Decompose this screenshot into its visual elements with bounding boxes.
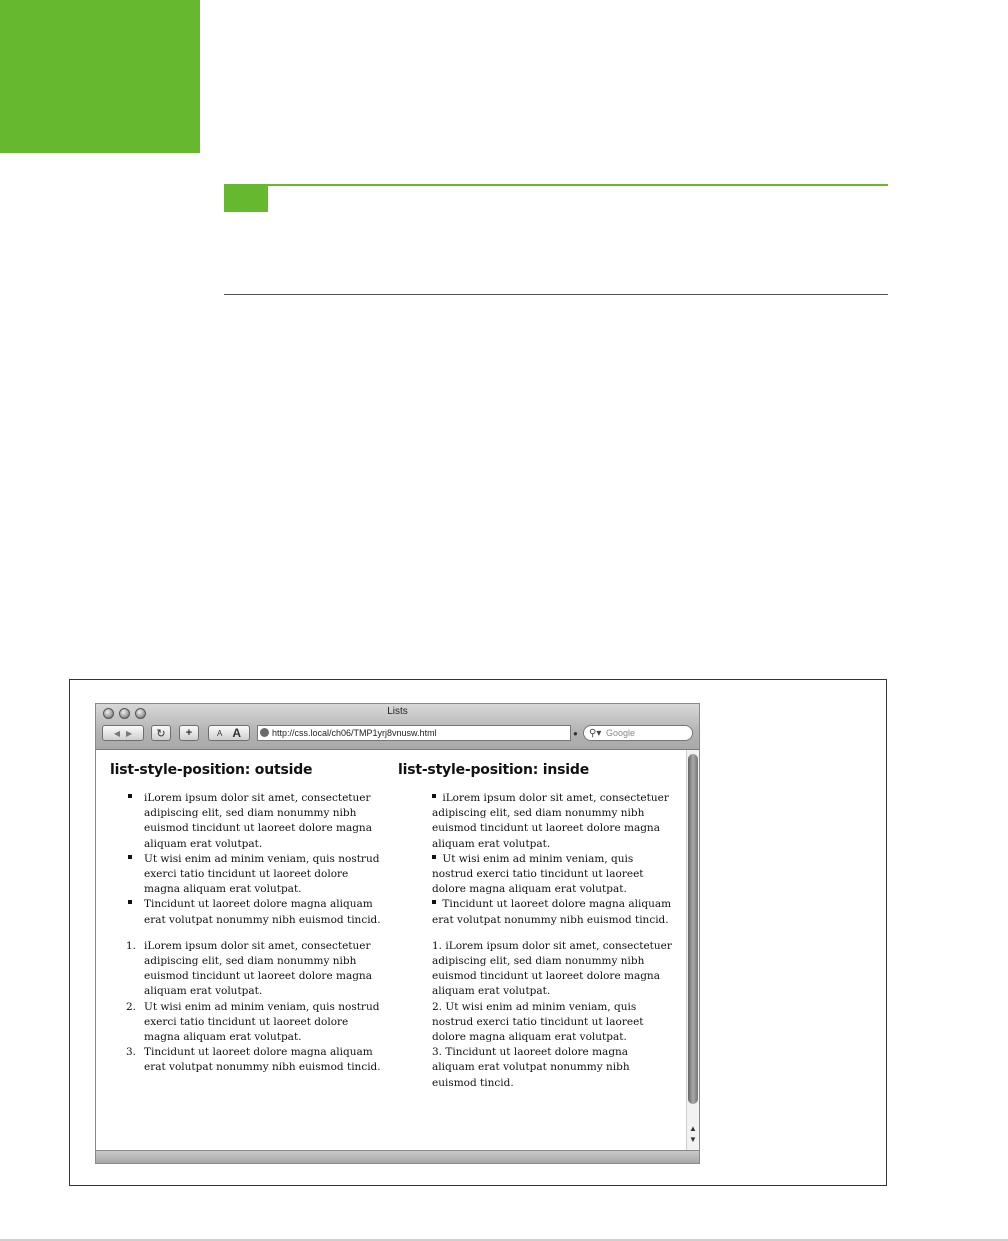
list-item	[398, 939, 673, 1000]
scrollbar-thumb[interactable]	[688, 754, 698, 1104]
list-item	[110, 939, 385, 1000]
inside-numbered-list	[398, 939, 673, 1091]
outside-heading: list-style-position: outside	[110, 762, 313, 778]
list-item	[398, 1045, 673, 1091]
list-item-text: Ut wisi enim ad minim veniam, quis nostrud exerci tatio tincidunt ut laoreet dolore magna aliquam erat volutpat.	[432, 1000, 644, 1044]
list-item-text: Ut wisi enim ad minim veniam, quis nostrud exerci tatio tincidunt ut laoreet dolore magna aliquam erat volutpat.	[144, 1000, 380, 1044]
inside-bullet-list	[398, 791, 673, 928]
list-item	[110, 1000, 385, 1046]
list-item	[398, 897, 673, 927]
outside-numbered-list	[110, 939, 385, 1076]
window-bottom-bar	[96, 1150, 699, 1164]
bullet-marker	[432, 898, 436, 910]
number-marker: 3.	[432, 1046, 443, 1059]
number-marker: 1.	[432, 939, 443, 952]
list-item	[398, 1000, 673, 1046]
number-marker: 2.	[432, 1000, 443, 1013]
globe-icon	[260, 728, 269, 737]
number-marker: 2.	[126, 1000, 137, 1013]
inside-column	[398, 762, 673, 1091]
reload-icon: ↻	[156, 727, 166, 740]
scroll-up-icon[interactable]: ▲	[689, 1124, 697, 1133]
address-bar[interactable]	[257, 725, 571, 741]
snapback-icon[interactable]: ●	[573, 729, 578, 738]
address-text: http://css.local/ch06/TMP1yrj8vnusw.html	[272, 728, 437, 738]
outside-bullet-list	[110, 791, 385, 928]
browser-window	[95, 703, 700, 1164]
list-item-text: iLorem ipsum dolor sit amet, consectetuer adipiscing elit, sed diam nonummy nibh euismod tincidunt ut laoreet dolore magna aliquam erat volutpat.	[144, 792, 372, 850]
list-item-text: Tincidunt ut laoreet dolore magna aliquam erat volutpat nonummy nibh euismod tincid.	[144, 898, 381, 926]
list-item-text: iLorem ipsum dolor sit amet, consectetuer adipiscing elit, sed diam nonummy nibh euismod tincidunt ut laoreet dolore magna aliquam erat volutpat.	[432, 939, 672, 998]
tip-bottom-rule	[224, 294, 888, 295]
bullet-marker	[432, 853, 436, 865]
list-item-text: Tincidunt ut laoreet dolore magna aliquam erat volutpat nonummy nibh euismod tincid.	[144, 1046, 381, 1074]
back-arrow-icon[interactable]: ◀	[113, 728, 120, 738]
tip-marker	[224, 186, 268, 212]
tip-top-rule	[224, 184, 888, 186]
number-marker: 3.	[126, 1046, 137, 1059]
bullet-marker	[128, 791, 132, 806]
bullet-marker	[432, 792, 436, 804]
forward-arrow-icon[interactable]: ▶	[126, 728, 133, 738]
number-marker: 1.	[126, 939, 137, 952]
plus-icon: +	[185, 727, 193, 739]
outside-column	[110, 762, 385, 1076]
reload-button[interactable]	[151, 725, 171, 741]
text-bigger-button[interactable]: A	[232, 726, 241, 740]
list-item	[110, 852, 385, 898]
add-bookmark-button[interactable]	[179, 725, 199, 741]
vertical-scrollbar[interactable]	[686, 750, 699, 1150]
list-item	[110, 791, 385, 852]
list-item-text: Tincidunt ut laoreet dolore magna aliquam erat volutpat nonummy nibh euismod tincid.	[432, 1046, 630, 1089]
list-item	[110, 1045, 385, 1075]
text-size-buttons[interactable]	[208, 725, 250, 741]
page-content	[96, 750, 686, 1150]
browser-toolbar	[96, 704, 699, 750]
inside-heading: list-style-position: inside	[398, 762, 590, 778]
list-item	[398, 852, 673, 898]
search-field[interactable]	[583, 725, 693, 741]
list-item-text: iLorem ipsum dolor sit amet, consectetuer adipiscing elit, sed diam nonummy nibh euismod tincidunt ut laoreet dolore magna aliquam erat volutpat.	[432, 792, 669, 850]
scroll-down-icon[interactable]: ▼	[689, 1135, 697, 1144]
back-forward-buttons[interactable]	[102, 725, 144, 741]
list-item-text: iLorem ipsum dolor sit amet, consectetuer adipiscing elit, sed diam nonummy nibh euismod tincidunt ut laoreet dolore magna aliquam erat volutpat.	[144, 939, 372, 998]
list-item-text: Tincidunt ut laoreet dolore magna aliquam erat volutpat nonummy nibh euismod tincid.	[432, 898, 672, 926]
window-title: Lists	[387, 706, 408, 717]
search-icon: ⚲▾	[589, 728, 602, 739]
list-item-text: Ut wisi enim ad minim veniam, quis nostrud exerci tatio tincidunt ut laoreet dolore magna aliquam erat volutpat.	[144, 852, 380, 896]
text-smaller-button[interactable]: A	[216, 728, 223, 738]
list-item	[398, 791, 673, 852]
list-item	[110, 897, 385, 927]
bullet-marker	[128, 852, 132, 867]
list-item-text: Ut wisi enim ad minim veniam, quis nostrud exerci tatio tincidunt ut laoreet dolore magna aliquam erat volutpat.	[432, 852, 644, 896]
bullet-marker	[128, 897, 132, 912]
chapter-color-block	[0, 0, 200, 153]
search-placeholder: Google	[606, 728, 636, 738]
